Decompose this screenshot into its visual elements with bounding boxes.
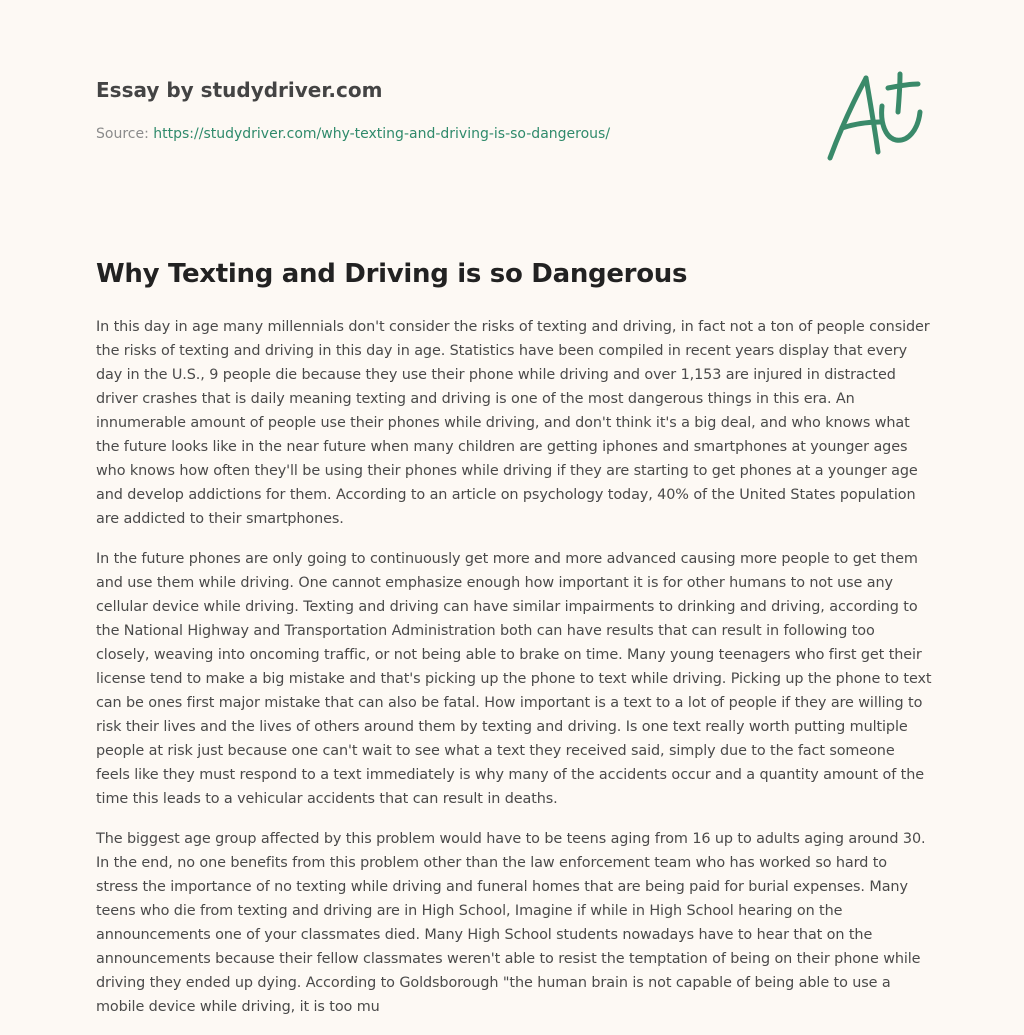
essay-body [96,315,932,1035]
source-label: Source: [96,126,154,142]
essay-paragraph: In this day in age many millennials don't consider the risks of texting and driving, in fact not a ton of people consider the risks of texting and driving in this day in age. Statistics have been compiled in recent years display that every day in the U.S., 9 people die because they use their phone while driving and over 1,153 are injured in distracted driver crashes that is daily meaning texting and driving is one of the most dangerous things in this era. An innumerable amount of people use their phones while driving, and don't think it's a big deal, and who knows what the future looks like in the near future when many children are getting iphones and smartphones at younger ages who knows how often they'll be using their phones while driving if they are starting to get phones at a younger age and develop addictions for them. According to an article on psychology today, 40% of the United States population are addicted to their smartphones. [96,319,930,527]
essay-title: Why Texting and Driving is so Dangerous [96,259,688,289]
source-line [96,124,796,144]
a-plus-icon [820,66,930,166]
essay-paragraph: The biggest age group affected by this problem would have to be teens aging from 16 up to adults aging around 30. In the end, no one benefits from this problem other than the law enforcement team who has worked so hard to stress the importance of no texting while driving and funeral homes that are being paid for burial expenses. Many teens who die from texting and driving are in High School, Imagine if while in High School hearing on the announcements one of your classmates died. Many High School students nowadays have to hear that on the announcements because their fellow classmates weren't able to resist the temptation of being on their phone while driving they ended up dying. According to Goldsborough "the human brain is not capable of being able to use a mobile device while driving, it is too mu [96,831,926,1015]
essay-paragraph: In the future phones are only going to continuously get more and more advanced causing more people to get them and use them while driving. One cannot emphasize enough how important it is for other humans to not use any cellular device while driving. Texting and driving can have similar impairments to drinking and driving, according to the National Highway and Transportation Administration both can have results that can result in following too closely, weaving into oncoming traffic, or not being able to brake on time. Many young teenagers who first get their license tend to make a big mistake and that's picking up the phone to text while driving. Picking up the phone to text can be ones first major mistake that can also be fatal. How important is a text to a lot of people if they are willing to risk their lives and the lives of others around them by texting and driving. Is one text really worth putting multiple people at risk just because one can't wait to see what a text they received said, simply due to the fact someone feels like they must respond to a text immediately is why many of the accidents occur and a quantity amount of the time this leads to a vehicular accidents that can result in deaths. [96,551,932,807]
document-header [96,76,796,144]
site-brand: Essay by studydriver.com [96,78,383,102]
source-link[interactable]: https://studydriver.com/why-texting-and-driving-is-so-dangerous/ [153,126,611,142]
